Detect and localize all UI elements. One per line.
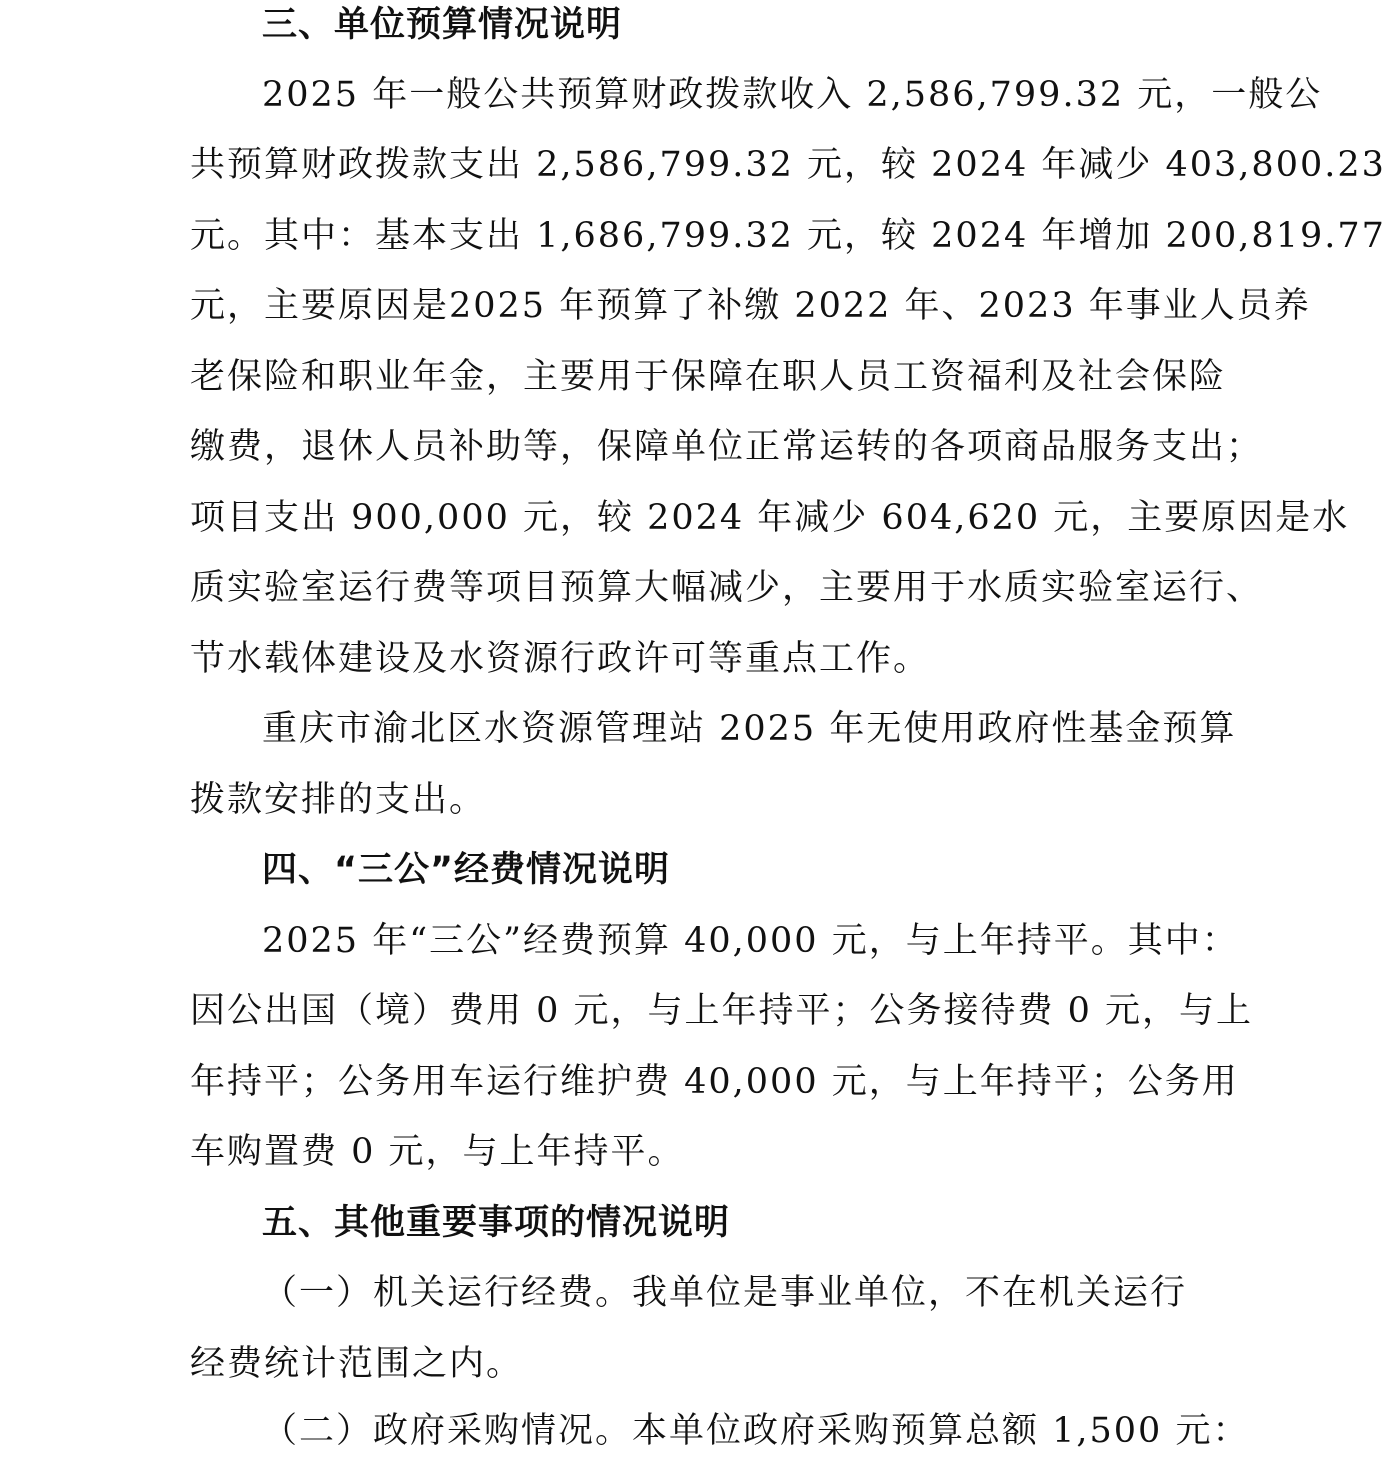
paragraph-line: 重庆市渝北区水资源管理站 2025 年无使用政府性基金预算 <box>262 709 1237 749</box>
paragraph-line: 2025 年一般公共预算财政拨款收入 2,586,799.32 元，一般公 <box>262 75 1323 115</box>
section-heading-3: 三、单位预算情况说明 <box>262 5 623 45</box>
paragraph-line: 老保险和职业年金，主要用于保障在职人员工资福利及社会保险 <box>190 357 1227 397</box>
section-heading-4: 四、“三公”经费情况说明 <box>262 850 671 890</box>
paragraph-line: 经费统计范围之内。 <box>190 1344 524 1384</box>
paragraph-line: 年持平；公务用车运行维护费 40,000 元，与上年持平；公务用 <box>190 1062 1239 1102</box>
paragraph-line: 因公出国（境）费用 0 元，与上年持平；公务接待费 0 元，与上 <box>190 991 1254 1031</box>
paragraph-line: 节水载体建设及水资源行政许可等重点工作。 <box>190 639 931 679</box>
paragraph-line: （二）政府采购情况。本单位政府采购预算总额 1,500 元： <box>262 1411 1250 1451</box>
section-heading-5: 五、其他重要事项的情况说明 <box>262 1203 731 1243</box>
paragraph-line: 缴费，退休人员补助等，保障单位正常运转的各项商品服务支出； <box>190 427 1264 467</box>
paragraph-line: 项目支出 900,000 元，较 2024 年减少 604,620 元，主要原因是水 <box>190 498 1350 538</box>
paragraph-line: 质实验室运行费等项目预算大幅减少，主要用于水质实验室运行、 <box>190 568 1264 608</box>
paragraph-line: 元。其中：基本支出 1,686,799.32 元，较 2024 年增加 200,819.77 <box>190 216 1386 256</box>
paragraph-line: 2025 年“三公”经费预算 40,000 元，与上年持平。其中： <box>262 921 1239 961</box>
paragraph-line: 拨款安排的支出。 <box>190 780 487 820</box>
paragraph-line: 元，主要原因是2025 年预算了补缴 2022 年、2023 年事业人员养 <box>190 286 1311 326</box>
paragraph-line: 车购置费 0 元，与上年持平。 <box>190 1132 685 1172</box>
paragraph-line: 共预算财政拨款支出 2,586,799.32 元，较 2024 年减少 403,800.23 <box>190 145 1386 185</box>
paragraph-line: （一）机关运行经费。我单位是事业单位，不在机关运行 <box>262 1273 1188 1313</box>
